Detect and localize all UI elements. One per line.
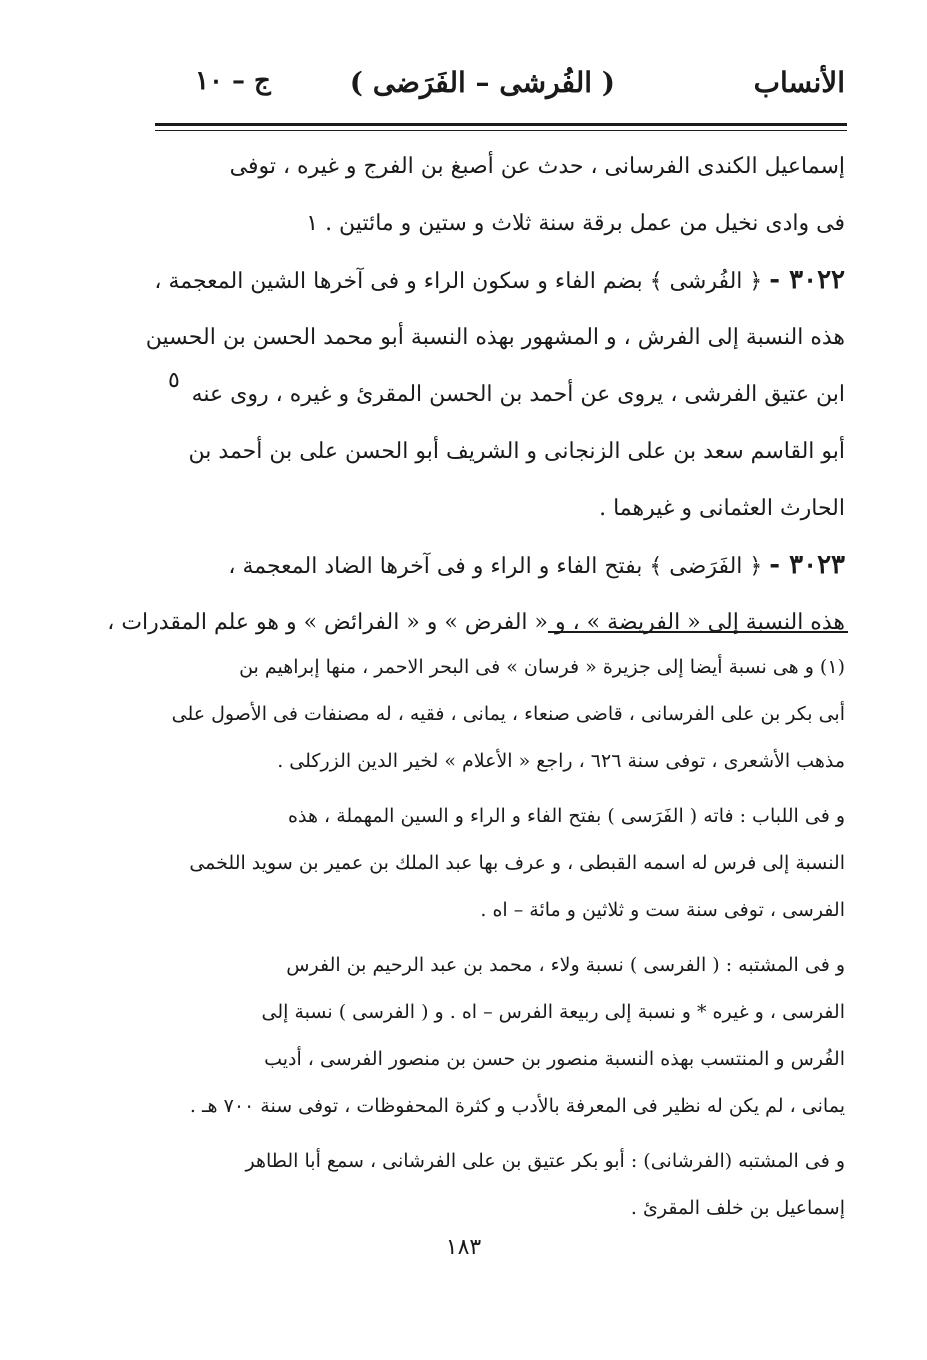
footnote-line: الفرسى ، و غيره * و نسبة إلى ربيعة الفرس – اه . و ( الفرسى ) نسبة إلى xyxy=(261,1001,845,1023)
footnote-line: و فى المشتبه : ( الفرسى ) نسبة ولاء ، محمد بن عبد الرحيم بن الفرس xyxy=(286,954,845,976)
volume-label: ج – ١٠ xyxy=(195,66,271,96)
entry-3023-heading: ٣٠٢٣ - ﴿ الفَرَضى ﴾ بفتح الفاء و الراء و فى آخرها الضاد المعجمة ، xyxy=(228,550,845,580)
text-line: أبو القاسم سعد بن على الزنجانى و الشريف أبو الحسن على بن أحمد بن xyxy=(188,439,845,464)
footnote-line: الفرسى ، توفى سنة ست و ثلاثين و مائة – اه . xyxy=(480,899,845,921)
text-line: فى وادى نخيل من عمل برقة سنة ثلاث و ستين و مائتين . ١ xyxy=(306,211,845,236)
footnote-line: النسبة إلى فرس له اسمه القبطى ، و عرف بها عبد الملك بن عمير بن سويد اللخمى xyxy=(189,852,845,874)
entry-3022-heading: ٣٠٢٢ - ﴿ الفُرشى ﴾ بضم الفاء و سكون الراء و فى آخرها الشين المعجمة ، xyxy=(154,265,845,295)
footnotes xyxy=(171,644,845,1232)
text-line: هذه النسبة إلى « الفريضة » ، و « الفرض » و « الفرائض » و هو علم المقدرات ، xyxy=(107,610,845,635)
main-text xyxy=(107,138,845,651)
spacer xyxy=(190,934,845,942)
text-line: الحارث العثمانى و غيرهما . xyxy=(599,496,845,521)
spacer xyxy=(190,1130,845,1138)
footnote-divider xyxy=(548,631,848,633)
header-rule-thick xyxy=(155,123,847,126)
page-number: ١٨٣ xyxy=(445,1235,482,1260)
page-header xyxy=(150,66,845,110)
footnote-line: أبى بكر بن على الفرسانى ، قاضى صنعاء ، يمانى ، فقيه ، له مصنفات فى الأصول على xyxy=(171,703,845,725)
footnote-line: و فى اللباب : فاته ( الفَرَسى ) بفتح الفاء و الراء و السين المهملة ، هذه xyxy=(288,805,845,827)
running-title: ( الفُرشى – الفَرَضى ) xyxy=(349,66,615,99)
footnote-line: مذهب الأشعرى ، توفى سنة ٦٢٦ ، راجع « الأعلام » لخير الدين الزركلى . xyxy=(277,750,845,772)
margin-line-number: ٥ xyxy=(168,368,180,393)
header-rule-thin xyxy=(155,130,847,131)
footnote-line: الفُرس و المنتسب بهذه النسبة منصور بن حسن بن منصور الفرسى ، أديب xyxy=(264,1048,845,1070)
text-line: إسماعيل الكندى الفرسانى ، حدث عن أصبغ بن الفرج و غيره ، توفى xyxy=(229,154,845,179)
spacer xyxy=(190,785,845,793)
footnote-line: إسماعيل بن خلف المقرئ . xyxy=(630,1197,845,1219)
text-line: هذه النسبة إلى الفرش ، و المشهور بهذه النسبة أبو محمد الحسن بن الحسين xyxy=(145,325,845,350)
entry-number: ٣٠٢٢ - xyxy=(769,265,845,295)
footnote-line: (١) و هى نسبة أيضا إلى جزيرة « فرسان » فى البحر الاحمر ، منها إبراهيم بن xyxy=(239,656,845,678)
footnote-line: يمانى ، لم يكن له نظير فى المعرفة بالأدب و كثرة المحفوظات ، توفى سنة ٧٠٠ هـ . xyxy=(189,1095,845,1117)
entry-number: ٣٠٢٣ - xyxy=(769,550,845,580)
book-title: الأنساب xyxy=(753,66,845,99)
footnote-line: و فى المشتبه (الفرشانى) : أبو بكر عتيق بن على الفرشانى ، سمع أبا الطاهر xyxy=(245,1150,845,1172)
text-line: ابن عتيق الفرشى ، يروى عن أحمد بن الحسن المقرئ و غيره ، روى عنه xyxy=(191,382,845,407)
